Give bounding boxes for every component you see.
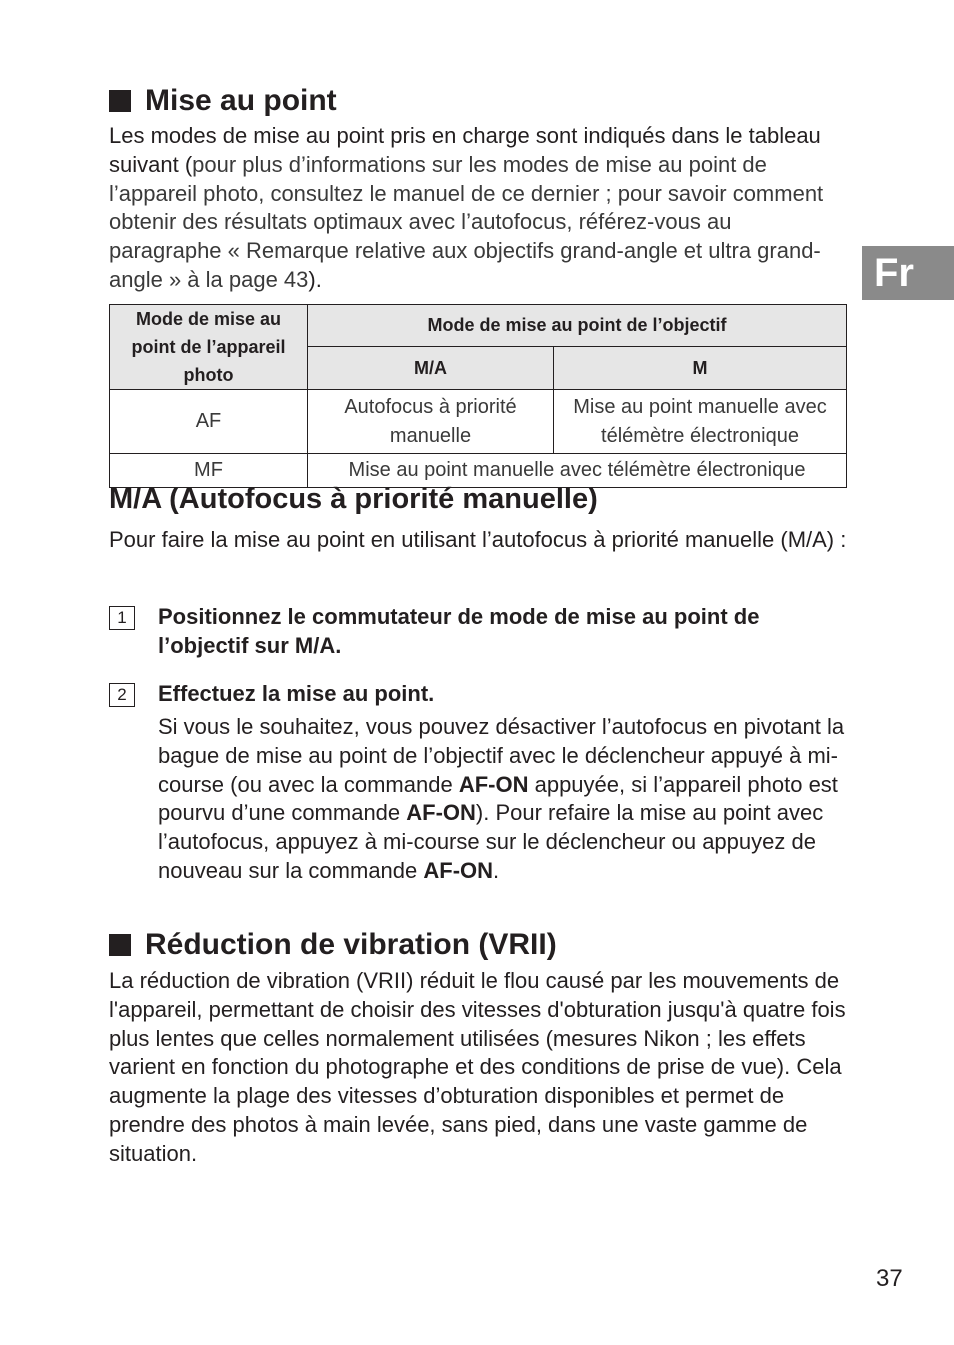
af-on-label: AF-ON bbox=[458, 771, 529, 797]
section-heading-ma: M/A (Autofocus à priorité manuelle) bbox=[109, 483, 598, 515]
intro-main-text: Les modes de mise au point pris en charge sont indiqués dans le tableau suivant ( bbox=[109, 123, 821, 177]
section-heading-vr bbox=[109, 928, 557, 962]
af-on-label: AF-ON bbox=[406, 800, 476, 826]
header-lens-mode: Mode de mise au point de l’objectif bbox=[308, 305, 847, 347]
header-m: M bbox=[554, 346, 847, 389]
step-2-body-a: Si vous le souhaitez, vous pouvez désactiver l’autofocus en pivotant la bague de mise au point de l’objectif avec le déclencheur appuyé à mi-course (ou avec la commande bbox=[158, 714, 845, 797]
step-number-1: 1 bbox=[109, 606, 135, 630]
step-1-text: Positionnez le commutateur de mode de mise au point de l’objectif sur M/A. bbox=[158, 604, 760, 658]
focus-modes-table bbox=[109, 304, 847, 488]
section-title: Réduction de vibration (VRII) bbox=[145, 928, 557, 961]
step-2-body bbox=[158, 713, 848, 886]
step-number-2: 2 bbox=[109, 683, 135, 707]
step-2-text: Effectuez la mise au point. bbox=[158, 681, 435, 706]
intro-end-text: ). bbox=[308, 266, 322, 292]
cell-af-mode: AF bbox=[110, 390, 308, 454]
intro-note-text: pour plus d’informations sur les modes de mise au point de l’appareil photo, consultez le manuel de ce dernier ; pour savoir comment obtenir des résultats optimaux avec l’autofocus, référez-vous au paragraphe « Remarque relative aux objectifs grand-angle et ultra grand-angle » à la page 43 bbox=[109, 151, 824, 292]
ma-intro-paragraph: Pour faire la mise au point en utilisant l’autofocus à priorité manuelle (M/A) : bbox=[109, 527, 847, 552]
square-bullet-icon bbox=[109, 934, 131, 956]
header-camera-mode: Mode de mise au point de l’appareil photo bbox=[110, 305, 308, 390]
focus-intro-paragraph bbox=[109, 122, 849, 295]
language-tab: Fr bbox=[862, 246, 954, 300]
cell-mf-both: Mise au point manuelle avec télémètre électronique bbox=[308, 454, 847, 488]
cell-af-ma: Autofocus à priorité manuelle bbox=[308, 390, 554, 454]
header-ma: M/A bbox=[308, 346, 554, 389]
section-heading-focus bbox=[109, 84, 337, 118]
vr-paragraph: La réduction de vibration (VRII) réduit le flou causé par les mouvements de l'appareil, permettant de choisir des vitesses d'obturation jusqu'à quatre fois plus lentes que celles normalement utilisées (mesures Nikon ; les effets varient en fonction du photographe et des conditions de prise de vue). Cela augmente la plage des vitesses d’obturation disponibles et permet de prendre des photos à main levée, sans pied, dans une vaste gamme de situation. bbox=[109, 968, 846, 1166]
cell-mf-mode: MF bbox=[110, 454, 308, 488]
section-title: Mise au point bbox=[145, 84, 337, 117]
af-on-label: AF-ON bbox=[423, 857, 494, 883]
step-2-body-c: ). Pour refaire la mise au point avec l’autofocus, appuyez à mi-course sur le déclencheur ou appuyez de nouveau sur la commande bbox=[158, 800, 824, 883]
cell-af-m: Mise au point manuelle avec télémètre électronique bbox=[554, 390, 847, 454]
step-2-body-d: . bbox=[493, 857, 500, 883]
square-bullet-icon bbox=[109, 90, 131, 112]
page-number: 37 bbox=[876, 1265, 903, 1292]
step-2-body-b: appuyée, si l’appareil photo est pourvu d’une commande bbox=[158, 771, 838, 826]
